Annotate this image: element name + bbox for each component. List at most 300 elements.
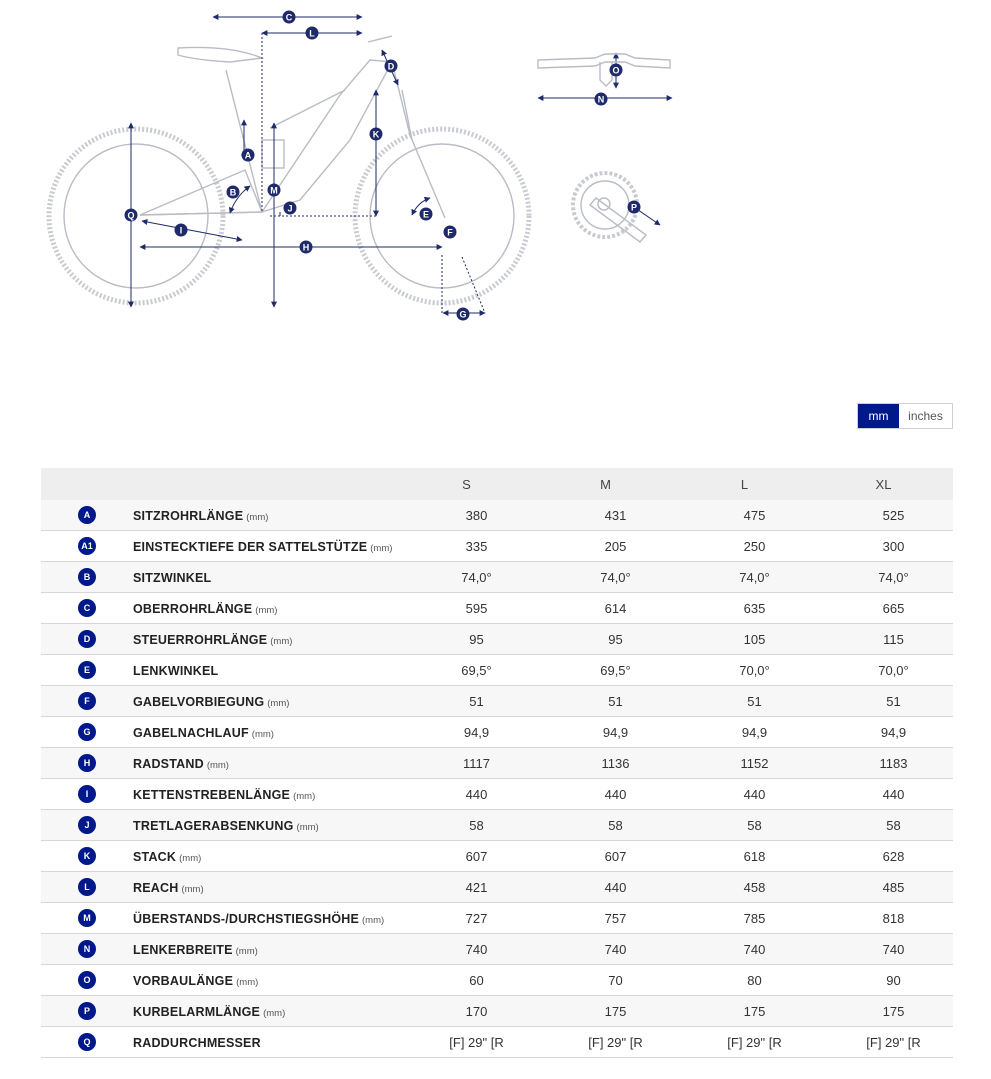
diagram-label-L [306, 27, 319, 40]
row-value-cell [675, 562, 814, 593]
row-badge-cell [41, 748, 133, 779]
row-value: 58 [608, 817, 623, 833]
row-value: 1117 [463, 755, 490, 771]
table-row [41, 841, 953, 872]
table-row [41, 500, 953, 531]
row-value: [F] 29" [R [449, 1034, 504, 1050]
row-value: 440 [465, 786, 488, 802]
diagram-labels [125, 11, 641, 321]
row-unit: (mm) [235, 945, 258, 957]
row-name-cell [133, 934, 397, 965]
row-parameter-name: KETTENSTREBENLÄNGE [133, 787, 291, 802]
row-value-cell [675, 841, 814, 872]
unit-inches-button[interactable]: inches [899, 404, 952, 428]
diagram-label-K [370, 128, 383, 141]
row-id-badge: Q [78, 1033, 96, 1051]
table-row [41, 1027, 953, 1058]
row-unit: (mm) [263, 1007, 286, 1019]
row-value: 74,0° [878, 569, 909, 585]
row-value-cell [814, 934, 953, 965]
svg-text:B: B [229, 187, 237, 198]
row-value-cell [536, 624, 675, 655]
row-value-cell [814, 531, 953, 562]
row-value: 94,9 [741, 724, 768, 740]
row-value-cell [675, 655, 814, 686]
row-value-cell [397, 562, 536, 593]
row-value: 525 [882, 507, 905, 523]
row-name-cell [133, 562, 397, 593]
row-value-cell [675, 717, 814, 748]
row-badge-cell [41, 500, 133, 531]
row-value: 51 [608, 693, 623, 709]
row-name-cell [133, 624, 397, 655]
table-row [41, 717, 953, 748]
row-value: 95 [608, 631, 623, 647]
row-value: 740 [882, 941, 905, 957]
row-value: 58 [469, 817, 484, 833]
row-value-cell [675, 531, 814, 562]
row-value: 74,0° [739, 569, 770, 585]
row-id-badge: D [78, 630, 96, 648]
row-badge-cell [41, 1027, 133, 1058]
row-badge-cell [41, 965, 133, 996]
row-value: 74,0° [461, 569, 492, 585]
row-value-cell [397, 903, 536, 934]
row-value-cell [397, 500, 536, 531]
row-value: 380 [465, 507, 488, 523]
row-value-cell [675, 996, 814, 1027]
geometry-table [41, 468, 953, 1058]
row-value: 607 [604, 848, 627, 864]
svg-text:J: J [287, 203, 293, 214]
row-id-badge: J [78, 816, 96, 834]
row-name-cell [133, 872, 397, 903]
row-name-cell [133, 996, 397, 1027]
row-value-cell [397, 996, 536, 1027]
row-value: 74,0° [600, 569, 631, 585]
row-value-cell [814, 810, 953, 841]
row-value-cell [397, 655, 536, 686]
row-value: 740 [743, 941, 766, 957]
row-unit: (mm) [296, 821, 319, 833]
row-parameter-name: STEUERROHRLÄNGE [133, 632, 268, 647]
row-value-cell [536, 748, 675, 779]
row-value: 58 [747, 817, 762, 833]
row-value: 440 [604, 786, 627, 802]
row-value-cell [397, 872, 536, 903]
row-value-cell [814, 996, 953, 1027]
diagram-label-G [457, 308, 470, 321]
row-value-cell [675, 810, 814, 841]
diagram-label-P [628, 201, 641, 214]
table-header-row [41, 468, 953, 500]
row-value: [F] 29" [R [588, 1034, 643, 1050]
table-row [41, 934, 953, 965]
row-parameter-name: RADDURCHMESSER [133, 1035, 261, 1050]
row-value: 51 [747, 693, 762, 709]
row-unit: (mm) [370, 542, 393, 554]
row-value-cell [814, 655, 953, 686]
row-value-cell [814, 562, 953, 593]
diagram-label-F [444, 226, 457, 239]
table-row [41, 965, 953, 996]
svg-text:F: F [447, 227, 453, 238]
row-value: 105 [743, 631, 766, 647]
row-badge-cell [41, 810, 133, 841]
svg-text:D: D [387, 61, 395, 72]
row-value: 80 [747, 972, 762, 988]
row-value: 440 [604, 879, 627, 895]
row-parameter-name: KURBELARMLÄNGE [133, 1004, 261, 1019]
svg-text:A: A [244, 150, 252, 161]
svg-text:G: G [459, 309, 467, 320]
row-value-cell [814, 593, 953, 624]
row-value-cell [675, 748, 814, 779]
row-unit: (mm) [179, 852, 202, 864]
row-value: 431 [604, 507, 627, 523]
header-size-l: L [675, 468, 814, 500]
row-id-badge: A [78, 506, 96, 524]
svg-text:I: I [179, 225, 183, 236]
row-name-cell [133, 748, 397, 779]
svg-text:P: P [630, 202, 638, 213]
row-unit: (mm) [181, 883, 204, 895]
header-size-s: S [397, 468, 536, 500]
header-size-xl: XL [814, 468, 953, 500]
row-value: 250 [743, 538, 766, 554]
row-id-badge: P [78, 1002, 96, 1020]
row-parameter-name: STACK [133, 849, 177, 864]
row-value: 175 [882, 1003, 905, 1019]
row-value-cell [814, 872, 953, 903]
row-id-badge: N [78, 940, 96, 958]
row-value-cell [675, 903, 814, 934]
row-id-badge: C [78, 599, 96, 617]
row-name-cell [133, 531, 397, 562]
diagram-label-N [595, 93, 608, 106]
unit-mm-button[interactable]: mm [858, 404, 899, 428]
row-unit: (mm) [246, 511, 269, 523]
row-value: 458 [743, 879, 766, 895]
row-value: 614 [604, 600, 627, 616]
row-value-cell [536, 531, 675, 562]
header-badge-col [41, 468, 133, 500]
row-value-cell [814, 779, 953, 810]
row-value: 94,9 [463, 724, 490, 740]
row-id-badge: G [78, 723, 96, 741]
svg-text:L: L [309, 28, 315, 39]
row-value-cell [536, 593, 675, 624]
row-value: 69,5° [600, 662, 631, 678]
row-name-cell [133, 965, 397, 996]
row-value-cell [675, 593, 814, 624]
row-value-cell [536, 500, 675, 531]
row-badge-cell [41, 655, 133, 686]
row-name-cell [133, 500, 397, 531]
svg-text:E: E [422, 209, 430, 220]
row-badge-cell [41, 717, 133, 748]
table-row [41, 872, 953, 903]
row-value: 607 [465, 848, 488, 864]
row-value: 300 [882, 538, 905, 554]
row-value: 51 [469, 693, 484, 709]
svg-text:H: H [302, 242, 310, 253]
row-name-cell [133, 903, 397, 934]
row-value-cell [536, 996, 675, 1027]
row-value-cell [397, 1027, 536, 1058]
row-value-cell [397, 965, 536, 996]
row-parameter-name: RADSTAND [133, 756, 204, 771]
row-value: 90 [886, 972, 901, 988]
row-parameter-name: OBERROHRLÄNGE [133, 601, 253, 616]
row-id-badge: K [78, 847, 96, 865]
row-value: 727 [465, 910, 488, 926]
row-name-cell [133, 686, 397, 717]
row-name-cell [133, 779, 397, 810]
row-value-cell [536, 810, 675, 841]
diagram-label-A [242, 149, 255, 162]
row-value: 69,5° [461, 662, 492, 678]
row-value: 205 [604, 538, 627, 554]
row-parameter-name: SITZROHRLÄNGE [133, 508, 244, 523]
row-value-cell [814, 686, 953, 717]
row-unit: (mm) [362, 914, 385, 926]
row-value-cell [814, 500, 953, 531]
row-value: 740 [465, 941, 488, 957]
row-name-cell [133, 841, 397, 872]
row-value: 628 [882, 848, 905, 864]
row-value: 95 [469, 631, 484, 647]
row-value-cell [397, 779, 536, 810]
row-value-cell [397, 717, 536, 748]
diagram-label-Q [125, 209, 138, 222]
row-value: 335 [465, 538, 488, 554]
row-unit: (mm) [206, 759, 229, 771]
table-row [41, 779, 953, 810]
row-badge-cell [41, 686, 133, 717]
row-value: 635 [743, 600, 766, 616]
geometry-table-body [41, 500, 953, 1058]
row-id-badge: A1 [78, 537, 96, 555]
row-value: [F] 29" [R [866, 1034, 921, 1050]
row-id-badge: F [78, 692, 96, 710]
row-name-cell [133, 810, 397, 841]
row-value: 440 [882, 786, 905, 802]
row-value: 618 [743, 848, 766, 864]
diagram-label-J [284, 202, 297, 215]
svg-text:N: N [597, 94, 605, 105]
row-value: 58 [886, 817, 901, 833]
header-size-m: M [536, 468, 675, 500]
row-value-cell [675, 779, 814, 810]
row-id-badge: I [78, 785, 96, 803]
row-unit: (mm) [251, 728, 274, 740]
row-value-cell [397, 810, 536, 841]
row-value: 115 [883, 631, 904, 647]
row-value-cell [814, 748, 953, 779]
diagram-label-D [385, 60, 398, 73]
row-value-cell [814, 717, 953, 748]
row-name-cell [133, 655, 397, 686]
header-name-col [133, 468, 397, 500]
table-row [41, 748, 953, 779]
row-parameter-name: REACH [133, 880, 179, 895]
row-value-cell [675, 872, 814, 903]
row-value: 1152 [740, 755, 769, 771]
row-value-cell [536, 872, 675, 903]
table-row [41, 655, 953, 686]
row-value: 665 [882, 600, 905, 616]
row-value-cell [675, 934, 814, 965]
row-value: 475 [743, 507, 766, 523]
row-value-cell [814, 903, 953, 934]
row-badge-cell [41, 996, 133, 1027]
row-value-cell [536, 934, 675, 965]
row-name-cell [133, 1027, 397, 1058]
row-unit: (mm) [267, 697, 290, 709]
row-value-cell [397, 841, 536, 872]
row-value-cell [397, 748, 536, 779]
bike-outline [49, 36, 529, 303]
row-value-cell [536, 655, 675, 686]
row-value-cell [675, 500, 814, 531]
row-value: 595 [465, 600, 488, 616]
row-parameter-name: EINSTECKTIEFE DER SATTELSTÜTZE [133, 539, 368, 554]
row-value-cell [814, 841, 953, 872]
row-value-cell [536, 686, 675, 717]
row-badge-cell [41, 593, 133, 624]
row-value: 485 [882, 879, 905, 895]
row-value: 70,0° [739, 662, 770, 678]
row-parameter-name: VORBAULÄNGE [133, 973, 234, 988]
diagram-label-O [610, 64, 623, 77]
row-value-cell [814, 624, 953, 655]
row-unit: (mm) [255, 604, 278, 616]
table-row [41, 996, 953, 1027]
row-id-badge: E [78, 661, 96, 679]
row-badge-cell [41, 841, 133, 872]
row-value: 818 [882, 910, 905, 926]
diagram-label-H [300, 241, 313, 254]
row-value: 170 [465, 1003, 488, 1019]
row-id-badge: H [78, 754, 96, 772]
row-value-cell [536, 562, 675, 593]
table-row [41, 686, 953, 717]
row-value: 1183 [879, 755, 908, 771]
row-value-cell [675, 624, 814, 655]
diagram-label-I [175, 224, 188, 237]
svg-text:C: C [285, 12, 293, 23]
row-name-cell [133, 717, 397, 748]
row-value: 60 [469, 972, 484, 988]
row-id-badge: B [78, 568, 96, 586]
row-badge-cell [41, 872, 133, 903]
svg-text:M: M [270, 185, 278, 196]
row-parameter-name: ÜBERSTANDS-/DURCHSTIEGSHÖHE [133, 911, 360, 926]
row-value: 421 [465, 879, 488, 895]
diagram-label-B [227, 186, 240, 199]
row-value-cell [397, 624, 536, 655]
svg-text:K: K [372, 129, 380, 140]
row-value: 94,9 [602, 724, 629, 740]
table-row [41, 531, 953, 562]
row-value-cell [536, 717, 675, 748]
row-value: 94,9 [880, 724, 907, 740]
row-value: [F] 29" [R [727, 1034, 782, 1050]
row-unit: (mm) [293, 790, 316, 802]
row-unit: (mm) [270, 635, 293, 647]
row-id-badge: L [78, 878, 96, 896]
row-value: 51 [886, 693, 901, 709]
row-value: 440 [743, 786, 766, 802]
row-value-cell [536, 903, 675, 934]
row-parameter-name: SITZWINKEL [133, 570, 212, 585]
row-value-cell [397, 593, 536, 624]
row-badge-cell [41, 934, 133, 965]
row-badge-cell [41, 531, 133, 562]
row-value: 1136 [601, 755, 630, 771]
row-badge-cell [41, 624, 133, 655]
bike-geometry-diagram [0, 0, 991, 340]
table-row [41, 810, 953, 841]
row-value-cell [397, 531, 536, 562]
row-value: 70,0° [878, 662, 909, 678]
row-value-cell [814, 1027, 953, 1058]
handlebar-outline [538, 54, 670, 86]
row-parameter-name: GABELVORBIEGUNG [133, 694, 265, 709]
row-value-cell [536, 841, 675, 872]
table-row [41, 624, 953, 655]
row-value-cell [675, 965, 814, 996]
row-value-cell [397, 934, 536, 965]
row-parameter-name: LENKERBREITE [133, 942, 233, 957]
row-parameter-name: TRETLAGERABSENKUNG [133, 818, 294, 833]
svg-text:Q: Q [127, 210, 135, 221]
row-value-cell [536, 1027, 675, 1058]
table-row [41, 593, 953, 624]
row-parameter-name: LENKWINKEL [133, 663, 219, 678]
row-value-cell [675, 686, 814, 717]
row-value-cell [675, 1027, 814, 1058]
row-value-cell [814, 965, 953, 996]
row-name-cell [133, 593, 397, 624]
row-value: 70 [608, 972, 623, 988]
row-value: 175 [743, 1003, 766, 1019]
row-unit: (mm) [236, 976, 259, 988]
row-id-badge: O [78, 971, 96, 989]
row-value: 175 [604, 1003, 627, 1019]
row-parameter-name: GABELNACHLAUF [133, 725, 249, 740]
row-badge-cell [41, 779, 133, 810]
svg-text:O: O [612, 65, 620, 76]
diagram-label-C [283, 11, 296, 24]
table-row [41, 903, 953, 934]
row-badge-cell [41, 903, 133, 934]
row-value-cell [397, 686, 536, 717]
row-value-cell [536, 965, 675, 996]
row-id-badge: M [78, 909, 96, 927]
unit-toggle [857, 403, 953, 429]
row-value-cell [536, 779, 675, 810]
row-value: 757 [604, 910, 627, 926]
diagram-label-M [268, 184, 281, 197]
table-row [41, 562, 953, 593]
row-value: 785 [743, 910, 766, 926]
row-badge-cell [41, 562, 133, 593]
diagram-label-E [420, 208, 433, 221]
row-value: 740 [604, 941, 627, 957]
dimension-lines [131, 17, 672, 313]
